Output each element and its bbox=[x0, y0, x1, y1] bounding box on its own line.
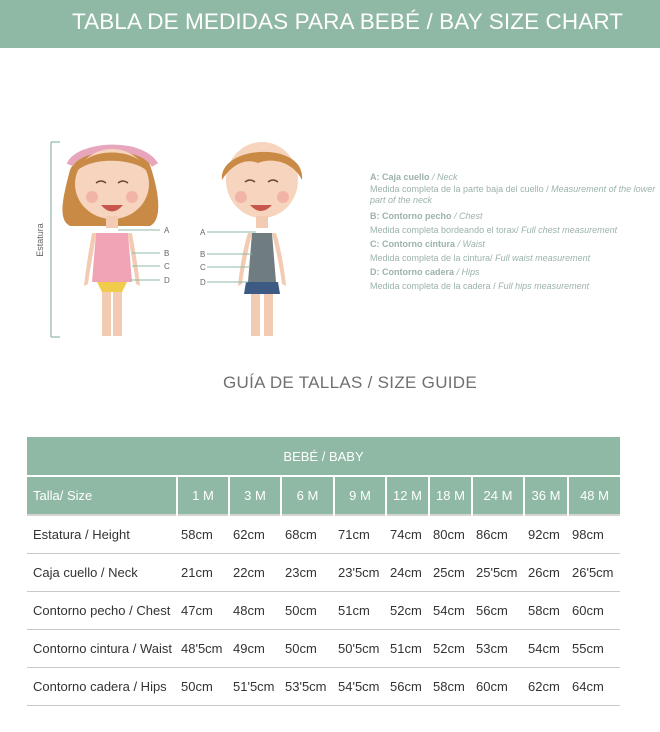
legend-chest-desc: Medida completa bordeando el torax/ Full chest measurement bbox=[370, 225, 618, 235]
table-cell: 50cm bbox=[177, 668, 229, 706]
table-cell: 68cm bbox=[281, 515, 334, 554]
table-cell: 58cm bbox=[177, 515, 229, 554]
table-cell: 51cm bbox=[386, 630, 429, 668]
table-cell: 26'5cm bbox=[568, 554, 620, 592]
table-cell: 58cm bbox=[429, 668, 472, 706]
size-header: 24 M bbox=[472, 476, 524, 515]
header-banner bbox=[0, 0, 660, 48]
legend-neck-desc: Medida completa de la parte baja del cuello / Measurement of the lower part of the neck bbox=[370, 184, 656, 205]
table-header-row bbox=[27, 476, 620, 515]
legend-neck-term: A: Caja cuello / Neck bbox=[370, 172, 458, 182]
table-cell: 23cm bbox=[281, 554, 334, 592]
table-cell: 71cm bbox=[334, 515, 386, 554]
size-guide-title: GUÍA DE TALLAS / SIZE GUIDE bbox=[222, 373, 478, 392]
table-cell: 26cm bbox=[524, 554, 568, 592]
row-label: Contorno pecho / Chest bbox=[27, 592, 177, 630]
row-label: Caja cuello / Neck bbox=[27, 554, 177, 592]
table-cell: 21cm bbox=[177, 554, 229, 592]
legend-hips-desc: Medida completa de la cadera / Full hips measurement bbox=[370, 281, 590, 291]
legend-waist-term: C: Contorno cintura / Waist bbox=[370, 239, 485, 249]
size-header: 12 M bbox=[386, 476, 429, 515]
table-cell: 98cm bbox=[568, 515, 620, 554]
table-cell: 51cm bbox=[334, 592, 386, 630]
table-row bbox=[27, 668, 620, 706]
size-header: 36 M bbox=[524, 476, 568, 515]
table-cell: 50'5cm bbox=[334, 630, 386, 668]
size-header: 18 M bbox=[429, 476, 472, 515]
table-row bbox=[27, 630, 620, 668]
table-cell: 22cm bbox=[229, 554, 281, 592]
girl-marker-a: A bbox=[164, 226, 170, 235]
table-cell: 60cm bbox=[568, 592, 620, 630]
table-cell: 53cm bbox=[472, 630, 524, 668]
table-cell: 60cm bbox=[472, 668, 524, 706]
table-cell: 64cm bbox=[568, 668, 620, 706]
girl-figure bbox=[62, 148, 158, 336]
girl-marker-c: C bbox=[164, 262, 170, 271]
table-cell: 49cm bbox=[229, 630, 281, 668]
size-table bbox=[27, 437, 620, 706]
row-label: Contorno cintura / Waist bbox=[27, 630, 177, 668]
table-cell: 25cm bbox=[429, 554, 472, 592]
legend-hips-term: D: Contorno cadera / Hips bbox=[370, 267, 480, 277]
table-cell: 25'5cm bbox=[472, 554, 524, 592]
size-header: 1 M bbox=[177, 476, 229, 515]
boy-marker-d: D bbox=[200, 278, 206, 287]
table-cell: 56cm bbox=[386, 668, 429, 706]
table-cell: 23'5cm bbox=[334, 554, 386, 592]
measurement-legend bbox=[370, 170, 660, 293]
size-header: 9 M bbox=[334, 476, 386, 515]
table-cell: 62cm bbox=[524, 668, 568, 706]
height-bracket bbox=[51, 142, 60, 337]
table-cell: 54'5cm bbox=[334, 668, 386, 706]
table-cell: 48'5cm bbox=[177, 630, 229, 668]
legend-waist-desc: Medida completa de la cintura/ Full waist measurement bbox=[370, 253, 591, 263]
girl-marker-b: B bbox=[164, 249, 170, 258]
table-cell: 62cm bbox=[229, 515, 281, 554]
table-cell: 54cm bbox=[429, 592, 472, 630]
table-row bbox=[27, 592, 620, 630]
row-label: Contorno cadera / Hips bbox=[27, 668, 177, 706]
table-cell: 58cm bbox=[524, 592, 568, 630]
table-cell: 48cm bbox=[229, 592, 281, 630]
boy-marker-a: A bbox=[200, 228, 206, 237]
table-cell: 55cm bbox=[568, 630, 620, 668]
size-label-header: Talla/ Size bbox=[27, 476, 177, 515]
table-cell: 47cm bbox=[177, 592, 229, 630]
baby-header: BEBÉ / BABY bbox=[27, 437, 620, 476]
table-cell: 52cm bbox=[429, 630, 472, 668]
table-cell: 52cm bbox=[386, 592, 429, 630]
girl-marker-d: D bbox=[164, 276, 170, 285]
table-cell: 80cm bbox=[429, 515, 472, 554]
legend-chest-term: B: Contorno pecho / Chest bbox=[370, 211, 483, 221]
table-cell: 51'5cm bbox=[229, 668, 281, 706]
table-super-header bbox=[27, 437, 620, 476]
table-cell: 92cm bbox=[524, 515, 568, 554]
table-cell: 24cm bbox=[386, 554, 429, 592]
page-title: TABLA DE MEDIDAS PARA BEBÉ / BAY SIZE CHART bbox=[72, 9, 624, 34]
size-header: 6 M bbox=[281, 476, 334, 515]
row-label: Estatura / Height bbox=[27, 515, 177, 554]
table-row bbox=[27, 515, 620, 554]
size-header: 48 M bbox=[568, 476, 620, 515]
measurement-illustration bbox=[0, 120, 360, 350]
boy-marker-c: C bbox=[200, 263, 206, 272]
table-cell: 74cm bbox=[386, 515, 429, 554]
table-cell: 56cm bbox=[472, 592, 524, 630]
size-header: 3 M bbox=[229, 476, 281, 515]
boy-figure bbox=[222, 142, 302, 336]
table-cell: 50cm bbox=[281, 592, 334, 630]
table-cell: 54cm bbox=[524, 630, 568, 668]
table-cell: 86cm bbox=[472, 515, 524, 554]
table-cell: 53'5cm bbox=[281, 668, 334, 706]
table-row bbox=[27, 554, 620, 592]
table-cell: 50cm bbox=[281, 630, 334, 668]
height-label: Estatura bbox=[35, 223, 45, 257]
boy-marker-b: B bbox=[200, 250, 206, 259]
